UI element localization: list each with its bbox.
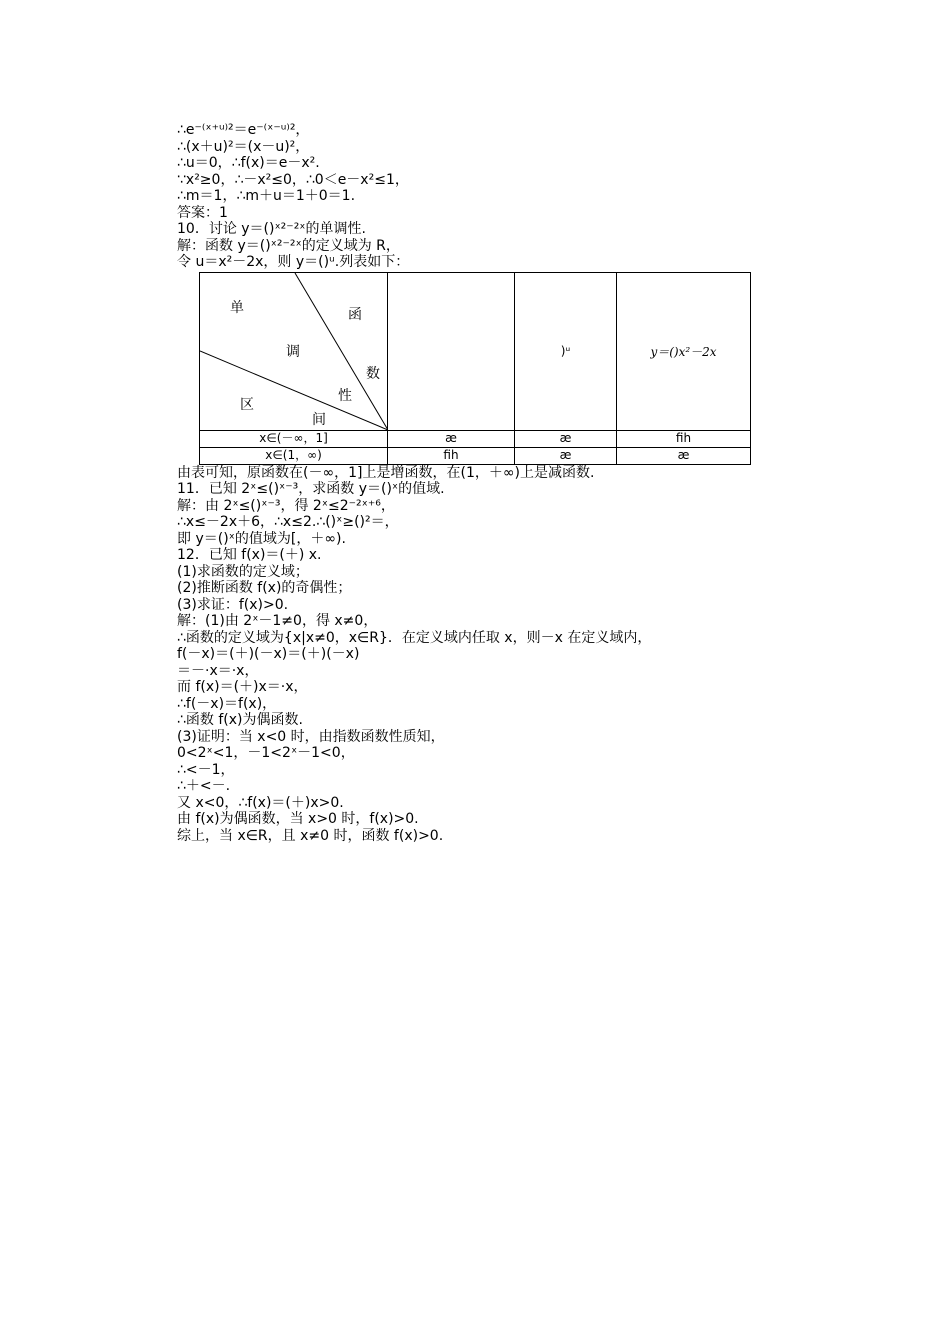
table-cell: æ: [515, 447, 617, 464]
text-line: 即 y＝()ˣ的值域为[，＋∞).: [177, 530, 346, 547]
header-label: 数: [366, 365, 380, 382]
text-line: 解：由 2ˣ≤()ˣ⁻³，得 2ˣ≤2⁻²ˣ⁺⁶，: [177, 497, 395, 514]
header-label: 间: [312, 411, 326, 428]
header-label: 单: [230, 299, 244, 316]
header-label: 调: [286, 343, 300, 360]
text-line: 由表可知，原函数在(－∞，1]上是增函数，在(1，＋∞)上是减函数.: [177, 464, 595, 481]
problem-12-title: 12．已知 f(x)＝(＋) x.: [177, 547, 322, 563]
header-label: 区: [240, 396, 254, 413]
text-line: (2)推断函数 f(x)的奇偶性；: [177, 580, 352, 596]
text-line: 综上，当 x∈R，且 x≠0 时，函数 f(x)>0.: [177, 827, 444, 844]
text-line: 由 f(x)为偶函数，当 x>0 时，f(x)>0.: [177, 811, 419, 827]
interval-cell: x∈(1，∞): [200, 447, 388, 464]
problem-11-title: 11．已知 2ˣ≤()ˣ⁻³，求函数 y＝()ˣ的值域.: [177, 481, 445, 497]
header-cell-u: [388, 272, 515, 430]
header-cell-function: y＝()x²－2x: [617, 272, 751, 430]
text-line: (3)证明：当 x<0 时，由指数函数性质知，: [177, 728, 445, 745]
problem-10-title: 10．讨论 y＝()ˣ²⁻²ˣ的单调性.: [177, 221, 366, 237]
text-block-before-table: [177, 122, 777, 271]
text-block-after-table: [177, 465, 777, 845]
table-row: [200, 447, 751, 464]
text-line: f(－x)＝(＋)(－x)＝(＋)(－x): [177, 646, 360, 662]
text-line: ∴m＝1，∴m＋u＝1＋0＝1.: [177, 188, 356, 204]
text-line: ∴<－1，: [177, 761, 235, 778]
text-line: ＝－·x＝·x，: [177, 662, 259, 679]
text-line: ∴＋<－.: [177, 778, 231, 794]
text-line: 而 f(x)＝(＋)x＝·x，: [177, 679, 308, 695]
table-cell: ﬁh: [617, 430, 751, 447]
text-line: ∴e⁻⁽ˣ⁺ᵘ⁾²＝e⁻⁽ˣ⁻ᵘ⁾²，: [177, 122, 310, 138]
monotonicity-table: [199, 272, 750, 464]
text-line: ∴u＝0，∴f(x)＝e－x².: [177, 155, 320, 171]
document-body: [177, 122, 777, 844]
answer-line: 答案：1: [177, 204, 228, 221]
header-label: 函: [348, 306, 362, 323]
text-line: ∴f(－x)＝f(x)，: [177, 695, 277, 712]
text-line: (3)求证：f(x)>0.: [177, 596, 289, 613]
interval-cell: x∈(－∞，1]: [200, 430, 388, 447]
text-line: 令 u＝x²－2x，则 y＝()ᵘ.列表如下：: [177, 254, 410, 270]
text-line: 解：(1)由 2ˣ－1≠0，得 x≠0，: [177, 613, 378, 629]
text-line: ∴函数的定义域为{x|x≠0，x∈R}．在定义域内任取 x，则－x 在定义域内，: [177, 629, 652, 646]
diagonal-header-cell: [200, 272, 388, 430]
text-line: (1)求函数的定义域；: [177, 563, 309, 580]
table-cell: æ: [388, 430, 515, 447]
text-line: 解：函数 y＝()ˣ²⁻²ˣ的定义域为 R，: [177, 237, 400, 254]
text-line: ∴x≤－2x＋6，∴x≤2.∴()ˣ≥()²＝，: [177, 514, 399, 530]
header-cell-power: )ᵘ: [515, 272, 617, 430]
header-label: 性: [338, 387, 352, 404]
text-line: ∴(x＋u)²＝(x－u)²，: [177, 138, 310, 155]
text-line: 又 x<0，∴f(x)＝(＋)x>0.: [177, 794, 344, 811]
text-line: ∴函数 f(x)为偶函数.: [177, 712, 303, 728]
table-cell: æ: [515, 430, 617, 447]
table-row: [200, 430, 751, 447]
text-line: ∵x²≥0，∴－x²≤0，∴0＜e－x²≤1，: [177, 171, 409, 188]
table-cell: æ: [617, 447, 751, 464]
table-cell: ﬁh: [388, 447, 515, 464]
text-line: 0<2ˣ<1，－1<2ˣ－1<0，: [177, 745, 355, 761]
